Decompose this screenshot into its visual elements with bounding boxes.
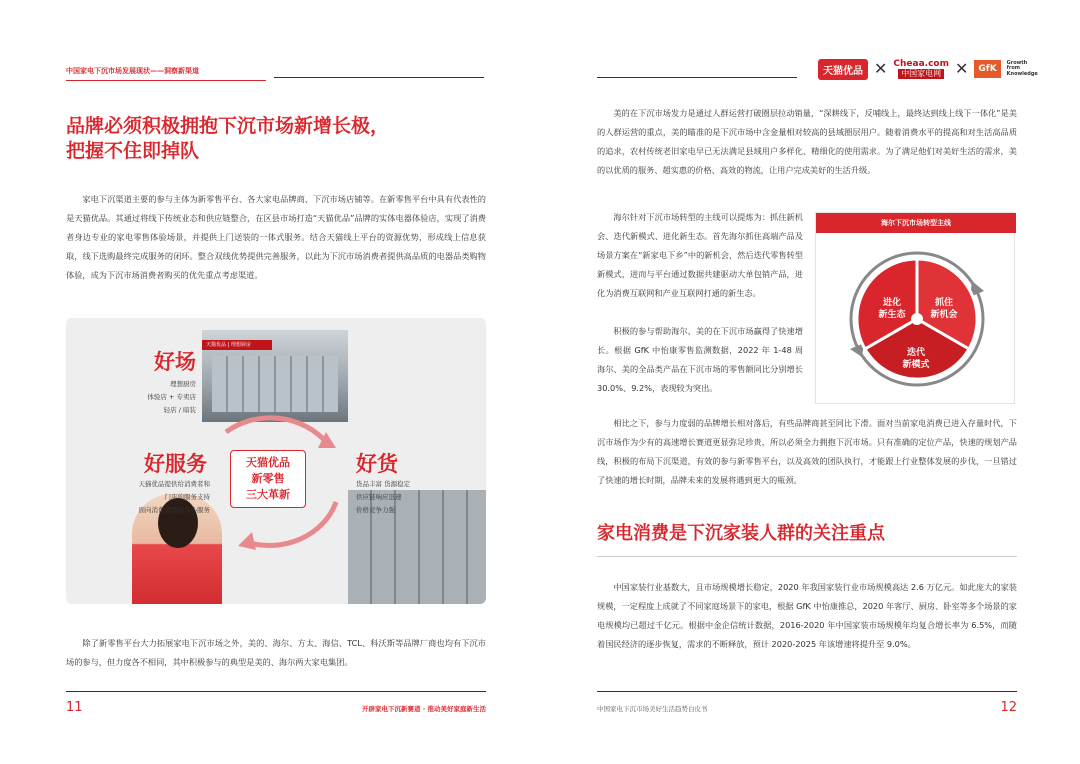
footer-report-title: 中国家电下沉市场美好生活趋势白皮书 (597, 705, 708, 713)
wheel-segment-opportunity-line2: 新机会 (930, 310, 958, 320)
gfk-tagline-1: Growth (1006, 59, 1028, 66)
right-paragraph-3: 积极的参与帮助海尔、美的在下沉市场赢得了快速增长。根据 GfK 中怡康零售监测数据，2022 年 1-48 周海尔、美的全品类产品在下沉市场的零售额同比分别增长 30.0%、9.2%，表现较为突出。 (597, 326, 803, 393)
wheel-segment-model (896, 347, 936, 371)
header-rule-left (274, 77, 484, 78)
good-venue-detail: 理想厨房 (170, 380, 196, 388)
cheaa-logo (893, 60, 949, 79)
left-page-title-line2: 把握不住即掉队 (66, 140, 200, 162)
footer-slogan: 开辟家电下沉新赛道 · 推动美好家庭新生活 (362, 705, 486, 713)
section-divider (597, 556, 1017, 557)
right-paragraph-4: 相比之下，参与力度弱的品牌增长相对落后，有些品牌商甚至同比下滑。面对当前家电消费已进入存量时代，下沉市场作为少有的高速增长赛道更显弥足珍贵，所以必须全力拥抱下沉市场。只有准确的定位产品，快速的规划产品线，积极的布局下沉渠道，有效的参与新零售平台，以及高效的团队执行，才能跟上行业整体发展的步伐，一旦错过了快速的增长时期，品牌未来的发展将遇到更大的瓶颈。 (597, 418, 1017, 485)
partner-logos (818, 56, 1038, 82)
good-service-detail: 天猫优品提供给消费者和 (138, 480, 210, 488)
good-service-details (102, 478, 210, 517)
left-page-title (66, 114, 486, 164)
good-service-label: 好服务 (144, 452, 207, 476)
badge-line-2: 新零售 (251, 472, 285, 485)
wheel-title: 海尔下沉市场转型主线 (816, 213, 1016, 233)
page-number-right: 12 (1000, 700, 1017, 715)
right-paragraph-2: 海尔针对下沉市场转型的主线可以提炼为：抓住新机会、迭代新模式、进化新生态。首先海尔抓住高端产品及场景方案在“新家电下乡”中的新机会，然后迭代零售转型新模式，进而与平台通过数据共建驱动大单包销产品，进化为消费互联网和产业互联网打通的新生态。 (597, 212, 803, 298)
header-rule-right (597, 77, 797, 78)
footer-rule-right (597, 691, 1017, 692)
good-goods-detail: 供应链响应迅速 (356, 493, 402, 501)
wheel-segment-opportunity-line1: 抓住 (934, 298, 953, 308)
gfk-tagline (1007, 61, 1038, 78)
good-goods-detail: 价格竞争力强 (356, 506, 395, 514)
tmall-new-retail-badge (230, 450, 306, 508)
wheel-segment-model-line2: 新模式 (902, 360, 930, 370)
wheel-segment-ecosystem (872, 297, 912, 321)
good-service-detail: 面向消费者提供五心服务 (138, 506, 210, 514)
good-venue-detail: 轻店 / 暗装 (163, 406, 196, 414)
wheel-segment-ecosystem-line2: 新生态 (878, 310, 906, 320)
separator-icon: ✕ (954, 59, 969, 78)
good-service-detail: 门店的服务支持 (164, 493, 210, 501)
running-title-left: 中国家电下沉市场发展现状——洞察新渠道 (66, 66, 266, 81)
good-venue-label: 好场 (154, 350, 196, 374)
wheel-segment-ecosystem-line1: 进化 (882, 298, 901, 308)
page-number-left: 11 (66, 700, 83, 715)
good-goods-detail: 货品丰富 货源稳定 (356, 480, 411, 488)
left-paragraph-2: 除了新零售平台大力拓展家电下沉市场之外，美的、海尔、方太、海信、TCL、科沃斯等品牌厂商也均有下沉市场的参与，但力度各不相同，其中积极参与的典型是美的、海尔两大家电集团。 (66, 638, 486, 667)
badge-line-1: 天猫优品 (246, 456, 290, 469)
footer-rule-left (66, 691, 486, 692)
separator-icon: ✕ (874, 59, 888, 78)
good-goods-label: 好货 (356, 452, 398, 476)
wheel-segment-model-line1: 迭代 (906, 348, 925, 358)
good-venue-details (138, 378, 196, 417)
badge-line-3: 三大革新 (246, 488, 290, 501)
cheaa-logo-name: 中国家电网 (898, 69, 944, 79)
wheel-segment-opportunity (924, 297, 964, 321)
good-venue-detail: 体验店 + 专卖店 (147, 393, 196, 401)
gfk-logo: GfK (974, 60, 1000, 78)
gfk-tagline-3: Knowledge (1006, 70, 1038, 77)
gfk-tagline-2: from (1006, 65, 1020, 72)
store-sign: 天猫优品 | 理想厨房 (202, 340, 272, 350)
left-paragraph-1: 家电下沉渠道主要的参与主体为新零售平台、各大家电品牌商、下沉市场店铺等。在新零售平台中具有代表性的是天猫优品。其通过将线下传统业态和供应链整合，在区县市场打造“天猫优品”品牌的实体电器体验店，实现了消费者身边专业的家电零售体验场景，并提供上门送装的一体式服务。结合天猫线上平台的资源优势，形成线上信息获取，线下选购最终完成服务的闭环。整合双线优势提供完善服务，以此为下沉市场消费者提供高品质的电器品类购物体验，成为下沉市场消费者购买的优先重点考虑渠道。 (66, 194, 486, 280)
tmall-logo: 天猫优品 (818, 59, 868, 80)
right-paragraph-1: 美的在下沉市场发力是通过人群运营打破圈层拉动销量，“深耕线下，反哺线上，最终达到线上线下一体化”是美的人群运营的重点，美的瞄准的是下沉市场中含金量相对较高的县域圈层用户。随着消费水平的提高和对生活高品质的追求，农村传统老旧家电早已无法满足县域用户多样化、精细化的使用需求。为了满足他们对美好生活的需求，美的以优质的服务、超实惠的价格、高效的物流，让用户完成美好的生活升级。 (597, 108, 1017, 175)
tmall-new-retail-illustration (66, 318, 486, 604)
right-paragraph-5: 中国家装行业基数大，且市场规模增长稳定，2020 年我国家装行业市场规模高达 2.6 万亿元。如此庞大的家装规模，一定程度上成就了不同家庭场景下的家电，根据 GfK 中怡康推总，2020 年客厅、厨房、卧室等多个场景的家电规模均已超过千亿元。根据中金企信统计数据，2016-2020 年中国家装市场规模年均复合增长率为 6.5%，而随着国民经济的逐步恢复，需求的不断释放，预计 2020-2025 年该增速将提升至 9.0%。 (597, 582, 1017, 649)
cheaa-logo-domain: Cheaa.com (893, 58, 949, 69)
left-page-title-line1: 品牌必须积极拥抱下沉市场新增长极， (66, 115, 390, 137)
good-goods-details (356, 478, 476, 517)
right-section-title: 家电消费是下沉家装人群的关注重点 (597, 523, 885, 544)
haier-strategy-wheel (815, 212, 1015, 404)
